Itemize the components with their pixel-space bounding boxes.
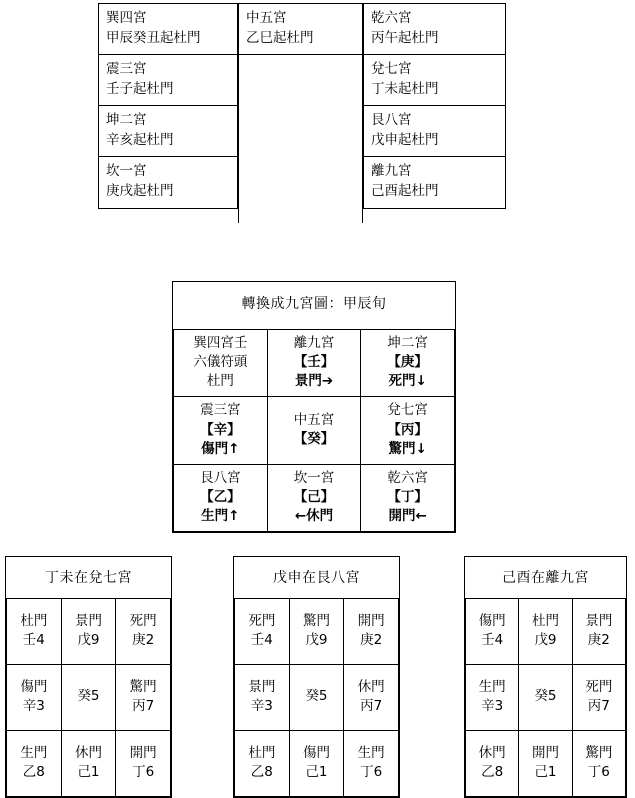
gate-name: 驚門 [302, 612, 330, 629]
gate-grid-cell [7, 731, 62, 797]
gate-stem-number: 戊9 [534, 632, 557, 648]
palace-start-cell [98, 55, 238, 106]
palace-stem: 【乙】 [200, 488, 241, 505]
gate-name: 開門 [357, 612, 385, 629]
gate-grid-title: 己酉在離九宮 [466, 557, 626, 599]
palace-start-middle-column [238, 3, 363, 223]
palace-name: 中五宮 [293, 411, 335, 428]
palace-start-cell [98, 157, 238, 208]
palace-name: 離九宮 [293, 334, 335, 351]
gate-name: 傷門 [20, 678, 48, 695]
palace-name: 兌七宮 [371, 61, 412, 78]
gate-stem-number: 癸5 [534, 688, 557, 705]
palace-start-cell [363, 157, 506, 208]
palace-detail: 乙巳起杜門 [246, 29, 314, 46]
palace-name: 坤二宮 [387, 334, 428, 351]
palace-start-cell [238, 3, 363, 55]
gate-grid-row [7, 731, 171, 797]
gate-grid-row [7, 599, 171, 665]
gate-stem-number: 丙7 [587, 698, 610, 714]
palace-name: 乾六宮 [387, 469, 428, 486]
palace-stem: 【癸】 [293, 431, 335, 448]
gate-grid-cell [289, 731, 344, 797]
palace-detail: 丁未起杜門 [371, 80, 439, 97]
nine-palace-row [174, 397, 455, 464]
gate-grid-row [466, 665, 626, 731]
nine-palace-cell [267, 464, 361, 531]
gate-grid-row [235, 731, 399, 797]
gate-grid-title: 戊申在艮八宮 [235, 557, 399, 599]
gate-stem-number: 辛3 [22, 698, 45, 714]
palace-start-right-column [363, 3, 506, 209]
palace-name: 兌七宮 [387, 402, 428, 419]
gate-name: 休門 [74, 744, 102, 761]
palace-detail: 壬子起杜門 [106, 80, 174, 97]
nine-palace-cell [361, 464, 455, 531]
palace-gate: 死門↓ [388, 373, 427, 390]
palace-name: 艮八宮 [200, 469, 241, 486]
gate-grid-row [7, 665, 171, 731]
gate-name: 生門 [20, 744, 48, 761]
gate-name: 杜門 [20, 612, 48, 629]
gate-name: 驚門 [129, 678, 157, 695]
nine-palace-title: 轉換成九宮圖：甲辰旬 [174, 282, 455, 329]
gate-grid-cell [344, 599, 399, 665]
gate-stem-number: 己1 [77, 764, 100, 780]
palace-gate: 開門← [388, 508, 427, 525]
palace-name: 坎一宮 [106, 163, 147, 180]
palace-gate: ←休門 [294, 508, 334, 525]
gate-grid-cell [519, 599, 572, 665]
gate-name: 死門 [129, 612, 157, 629]
gate-grid-cell [344, 665, 399, 731]
gate-grid-row [235, 599, 399, 665]
gate-stem-number: 乙8 [481, 764, 504, 780]
gate-grid [233, 556, 400, 798]
gate-name: 生門 [478, 678, 506, 695]
nine-palace-row [174, 464, 455, 531]
gate-grid [5, 556, 172, 798]
palace-name: 震三宮 [200, 402, 241, 419]
palace-name: 乾六宮 [371, 10, 412, 26]
palace-name: 巽四宮 [106, 10, 147, 26]
nine-palace-cell [361, 397, 455, 464]
gate-grid-cell [235, 665, 290, 731]
nine-palace-cell [267, 329, 361, 396]
gate-grid-cell-center [519, 665, 572, 731]
gate-name: 死門 [585, 678, 613, 695]
gate-grid-cell [235, 599, 290, 665]
gate-grid-cell [116, 731, 171, 797]
gate-stem-number: 辛3 [250, 698, 273, 714]
gate-name: 杜門 [531, 612, 559, 629]
palace-start-cell [98, 3, 238, 55]
palace-name: 坎一宮 [293, 469, 335, 486]
palace-start-cell [98, 106, 238, 157]
palace-start-cell [363, 55, 506, 106]
gate-stem-number: 丁6 [360, 764, 383, 780]
palace-name: 震三宮 [106, 61, 147, 78]
gate-name: 休門 [357, 678, 385, 695]
palace-stem: 【辛】 [200, 421, 241, 438]
palace-stem: 【丙】 [387, 421, 428, 438]
gate-name: 景門 [248, 678, 276, 695]
nine-palace-row [174, 329, 455, 396]
palace-start-cell [363, 3, 506, 55]
palace-gate: 杜門 [206, 373, 234, 390]
gate-stem-number: 癸5 [305, 688, 328, 705]
gate-stem-number: 乙8 [250, 764, 273, 780]
palace-stem: 【庚】 [387, 354, 428, 371]
gate-name: 傷門 [302, 744, 330, 761]
gate-grid-cell [116, 599, 171, 665]
gate-grid-cell [289, 599, 344, 665]
palace-name: 坤二宮 [106, 112, 147, 129]
gate-grid-cell [572, 731, 625, 797]
gate-stem-number: 丙7 [360, 698, 383, 714]
palace-start-table [98, 3, 506, 228]
gate-stem-number: 丙7 [132, 698, 155, 714]
gate-stem-number: 己1 [534, 764, 557, 780]
gate-grid-cell [7, 599, 62, 665]
gate-grid-cell [116, 665, 171, 731]
gate-grid-cell [344, 731, 399, 797]
gate-name: 生門 [357, 744, 385, 761]
gate-name: 死門 [248, 612, 276, 629]
gate-stem-number: 戊9 [305, 632, 328, 648]
gate-stem-number: 癸5 [77, 688, 100, 705]
palace-name: 艮八宮 [371, 112, 412, 129]
gate-grid-cell [466, 731, 519, 797]
palace-stem: 六儀符頭 [193, 354, 248, 371]
gate-grid-cell [235, 731, 290, 797]
palace-start-empty-area [238, 55, 363, 223]
palace-detail: 戊申起杜門 [371, 131, 439, 148]
gate-grid-cell [61, 599, 116, 665]
gate-grid-cell [7, 665, 62, 731]
gate-grid-row [466, 731, 626, 797]
gate-grid-row [466, 599, 626, 665]
gate-stem-number: 乙8 [22, 764, 45, 780]
gate-name: 開門 [129, 744, 157, 761]
gate-stem-number: 壬4 [22, 632, 45, 648]
gate-name: 杜門 [248, 744, 276, 761]
gate-stem-number: 庚2 [132, 632, 155, 648]
gate-name: 景門 [585, 612, 613, 629]
palace-stem: 【己】 [293, 488, 335, 505]
gate-grid [464, 556, 627, 798]
palace-gate: 驚門↓ [388, 440, 427, 457]
nine-palace-cell [174, 397, 268, 464]
palace-name: 巽四宮壬 [193, 334, 248, 351]
gate-grid-title: 丁未在兌七宮 [7, 557, 171, 599]
palace-detail: 辛亥起杜門 [106, 131, 174, 148]
palace-detail: 庚戌起杜門 [106, 182, 174, 199]
gate-name: 景門 [74, 612, 102, 629]
gate-name: 驚門 [585, 744, 613, 761]
nine-palace-cell [361, 329, 455, 396]
gate-stem-number: 辛3 [481, 698, 504, 714]
palace-gate: 景門➔ [294, 373, 334, 390]
gate-name: 休門 [478, 744, 506, 761]
gate-grid-cell [572, 665, 625, 731]
gate-stem-number: 庚2 [360, 632, 383, 648]
palace-detail: 己酉起杜門 [371, 182, 439, 199]
gate-grid-cell-center [289, 665, 344, 731]
gate-stem-number: 己1 [305, 764, 328, 780]
palace-detail: 丙午起杜門 [371, 29, 439, 46]
gate-grid-row [235, 665, 399, 731]
gate-name: 傷門 [478, 612, 506, 629]
gate-grid-cell [572, 599, 625, 665]
palace-start-left-column [98, 3, 238, 209]
gate-grid-cell-center [61, 665, 116, 731]
nine-palace-cell [174, 329, 268, 396]
palace-gate: 生門↑ [201, 508, 240, 525]
gate-stem-number: 丁6 [587, 764, 610, 780]
gate-stem-number: 丁6 [132, 764, 155, 780]
palace-detail: 甲辰癸丑起杜門 [106, 29, 201, 46]
gate-stem-number: 戊9 [77, 632, 100, 648]
palace-stem: 【丁】 [387, 488, 428, 505]
palace-stem: 【壬】 [293, 354, 335, 371]
nine-palace-cell [174, 464, 268, 531]
palace-gate: 傷門↑ [201, 440, 240, 457]
gate-grid-cell [466, 665, 519, 731]
gate-grid-cell [466, 599, 519, 665]
gate-grid-cell [519, 731, 572, 797]
palace-start-cell [363, 106, 506, 157]
gate-grid-cell [61, 731, 116, 797]
palace-name: 中五宮 [246, 10, 287, 26]
nine-palace-chart [172, 281, 456, 533]
gate-stem-number: 壬4 [481, 632, 504, 648]
gate-stem-number: 庚2 [587, 632, 610, 648]
nine-palace-cell-center [267, 397, 361, 464]
gate-stem-number: 壬4 [250, 632, 273, 648]
palace-name: 離九宮 [371, 163, 412, 180]
gate-name: 開門 [531, 744, 559, 761]
